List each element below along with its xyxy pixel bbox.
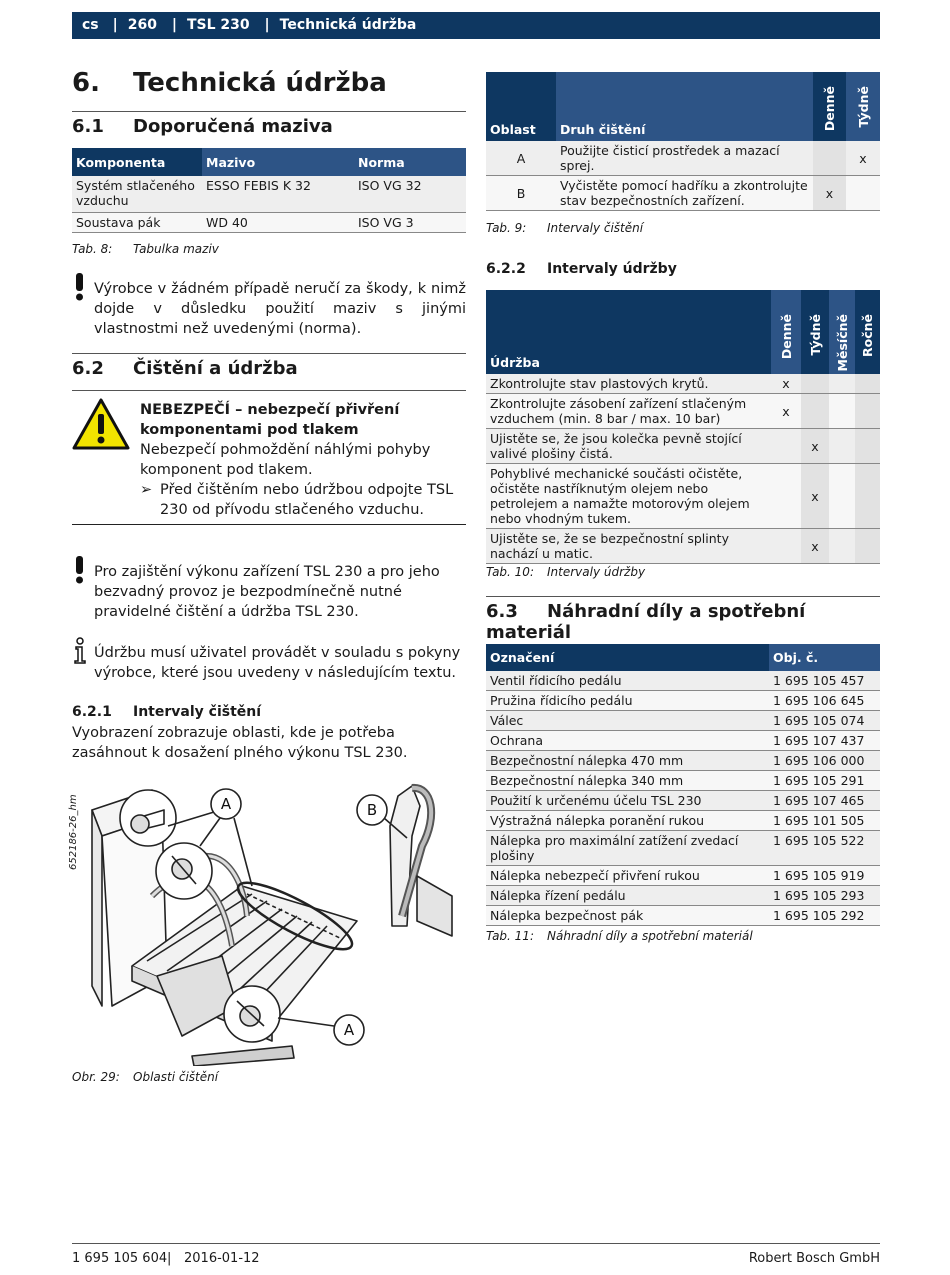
table-row: Ujistěte se, že se bezpečnostní splinty nachází u matic. x [486, 529, 880, 564]
table-row: Nálepka řízení pedálu 1 695 105 293 [486, 886, 880, 906]
footer-docno: 1 695 105 604 [72, 1251, 168, 1266]
table-row: Nálepka bezpečnost pák 1 695 105 292 [486, 906, 880, 926]
divider [72, 524, 466, 525]
footer-company: Robert Bosch GmbH [748, 1251, 880, 1266]
table-row: Pružina řídicího pedálu 1 695 106 645 [486, 691, 880, 711]
table-header: Ročně [855, 290, 880, 374]
table-row: Ujistěte se, že jsou kolečka pevně stojící valivé plošiny čistá. x [486, 429, 880, 464]
table-header: Mazivo [202, 148, 354, 176]
section-6-2-2-title: 6.2.2 Intervaly údržby [486, 261, 677, 277]
table-row: Soustava pák WD 40 ISO VG 3 [72, 212, 466, 232]
cleaning-intervals-table [486, 72, 880, 211]
table-header: Údržba [486, 290, 771, 374]
info-icon [72, 637, 88, 665]
table-row: Pohyblivé mechanické součásti očistěte, očistěte nastříknutým olejem nebo petrolejem a namažte motorovým olejem nebo vhodným tukem. x [486, 464, 880, 529]
table-row: A Použijte čisticí prostředek a mazací sprej. x [486, 141, 880, 176]
table-header: Týdně [801, 290, 829, 374]
callout-a-bottom: A [343, 1021, 355, 1039]
table-header: Měsíčně [829, 290, 855, 374]
callout-a-top: A [220, 795, 232, 813]
table-row: Výstražná nálepka poranění rukou 1 695 101 505 [486, 811, 880, 831]
lift-platform-illustration [72, 776, 466, 1066]
table-row: Ochrana 1 695 107 437 [486, 731, 880, 751]
table-header: Norma [354, 148, 466, 176]
table-row: B Vyčistěte pomocí hadříku a zkontrolujte stav bezpečnostních zařízení. x [486, 176, 880, 211]
table-row: Ventil řídicího pedálu 1 695 105 457 [486, 671, 880, 691]
table-header: Denně [771, 290, 801, 374]
table-row: Zkontrolujte stav plastových krytů. x [486, 374, 880, 394]
table-row: Zkontrolujte zásobení zařízení stlačeným vzduchem (min. 8 bar / max. 10 bar) x [486, 394, 880, 429]
section-6-1-title: 6.1 Doporučená maziva [72, 116, 333, 137]
lubricant-note: Výrobce v žádném případě neručí za škody, k nimž dojde v důsledku použití maziv s jinými vlastnostmi než uvedenými (norma). [94, 281, 466, 337]
table-caption: Tab. 8: Tabulka maziv [72, 242, 219, 256]
page-header: cs | 260 | TSL 230 | Technická údržba [72, 12, 880, 39]
header-product: TSL 230 [187, 17, 250, 33]
header-section: Technická údržba [279, 17, 417, 33]
divider [72, 111, 466, 112]
danger-action: ➢ Před čištěním nebo údržbou odpojte TSL 230 od přívodu stlačeného vzduchu. [140, 482, 454, 518]
divider [486, 596, 880, 597]
table-caption: Tab. 9: Intervaly čištění [486, 221, 644, 235]
table-row: Bezpečnostní nálepka 470 mm 1 695 106 000 [486, 751, 880, 771]
section-6-2-1-text: Vyobrazení zobrazuje oblasti, kde je potřeba zasáhnout k dosažení plného výkonu TSL 230. [72, 725, 408, 761]
section-6-2-1-title: 6.2.1 Intervaly čištění [72, 704, 262, 720]
figure-caption: Obr. 29: Oblasti čištění [72, 1070, 219, 1084]
header-page: 260 [127, 17, 157, 33]
section-6-2-title: 6.2 Čištění a údržba [72, 358, 298, 379]
divider [72, 353, 466, 354]
info-note: Údržbu musí uživatel provádět v souladu s pokyny výrobce, které jsou uvedeny v následujícím textu. [94, 645, 461, 681]
table-header: Obj. č. [769, 644, 880, 671]
exclamation-icon [72, 556, 86, 584]
exclamation-icon [72, 273, 86, 301]
header-lang: cs [82, 17, 99, 33]
table-row: Systém stlačeného vzduchu ESSO FEBIS K 32 ISO VG 32 [72, 176, 466, 212]
table-caption: Tab. 11: Náhradní díly a spotřební materiál [486, 929, 753, 943]
maintenance-intervals-table [486, 290, 880, 564]
cleaning-areas-figure [68, 776, 466, 1066]
arrow-icon: ➢ [140, 482, 153, 498]
divider [72, 390, 466, 391]
maintenance-note: Pro zajištění výkonu zařízení TSL 230 a pro jeho bezvadný provoz je bezpodmínečně nutné pravidelné čištění a údržba TSL 230. [94, 564, 440, 620]
footer-date: 2016-01-12 [184, 1251, 260, 1266]
section-6-3-title: 6.3 Náhradní díly a spotřební materiál [486, 601, 806, 643]
spare-parts-table [486, 644, 880, 926]
lubricants-table [72, 148, 466, 233]
table-row: Nálepka pro maximální zatížení zvedací plošiny 1 695 105 522 [486, 831, 880, 866]
table-row: Nálepka nebezpečí přivření rukou 1 695 105 919 [486, 866, 880, 886]
table-caption: Tab. 10: Intervaly údržby [486, 565, 646, 579]
table-row: Použití k určenému účelu TSL 230 1 695 107 465 [486, 791, 880, 811]
table-header: Označení [486, 644, 769, 671]
table-header: Týdně [846, 72, 880, 141]
danger-box [140, 400, 466, 520]
footer-separator: | [167, 1251, 172, 1266]
figure-code: 652186-26_hm [68, 794, 79, 870]
table-header: Druh čištění [556, 72, 813, 141]
danger-text: Nebezpečí pohmoždění náhlými pohyby komponent pod tlakem. [140, 442, 431, 478]
table-header: Komponenta [72, 148, 202, 176]
table-header: Oblast [486, 72, 556, 141]
chapter-title: 6. Technická údržba [72, 68, 387, 98]
danger-title: NEBEZPEČÍ – nebezpečí přivření komponentami pod tlakem [140, 402, 400, 438]
warning-triangle-icon [72, 398, 130, 450]
table-row: Bezpečnostní nálepka 340 mm 1 695 105 291 [486, 771, 880, 791]
table-header: Denně [813, 72, 846, 141]
callout-b: B [366, 801, 378, 819]
footer-rule [72, 1243, 880, 1244]
table-row: Válec 1 695 105 074 [486, 711, 880, 731]
